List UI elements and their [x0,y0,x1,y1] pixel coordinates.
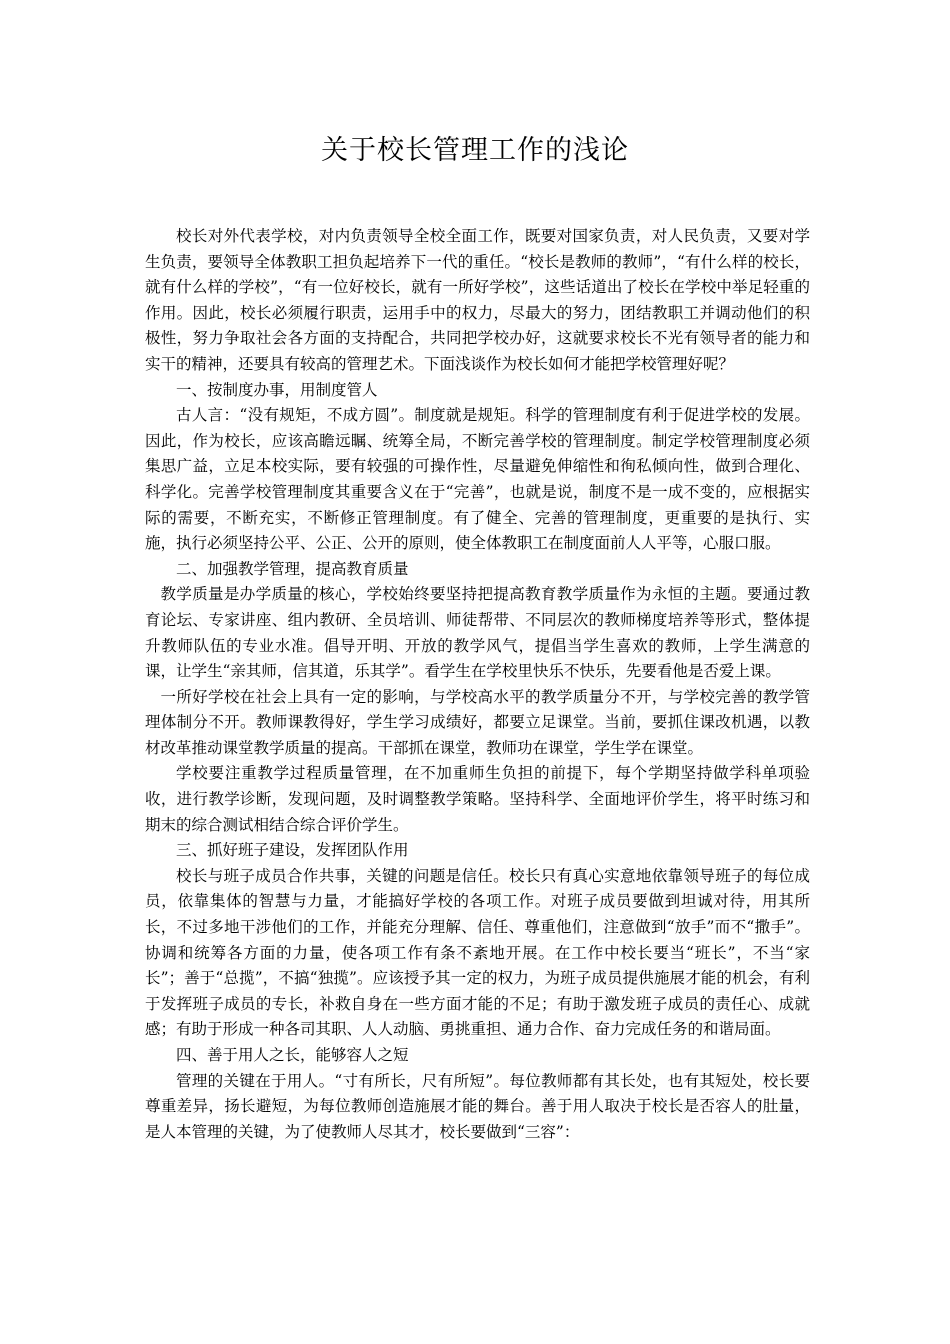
paragraph: 一所好学校在社会上具有一定的影响，与学校高水平的教学质量分不开，与学校完善的教学管理体制分不开。教师课教得好，学生学习成绩好，都要立足课堂。当前，要抓住课改机遇，以教材改革推动课堂教学质量的提高。干部抓在课堂，教师功在课堂，学生学在课堂。 [145,687,810,757]
section-heading-2: 二、加强教学管理，提高教育质量 [176,559,409,578]
paragraph: 古人言：“没有规矩，不成方圆”。制度就是规矩。科学的管理制度有利于促进学校的发展。因此，作为校长，应该高瞻远瞩、统筹全局，不断完善学校的管理制度。制定学校管理制度必须集思广益，立足本校实际，要有较强的可操作性，尽量避免伸缩性和徇私倾向性，做到合理化、科学化。完善学校管理制度其重要含义在于“完善”，也就是说，制度不是一成不变的，应根据实际的需要，不断充实，不断修正管理制度。有了健全、完善的管理制度，更重要的是执行、实施，执行必须坚持公平、公正、公开的原则，使全体教职工在制度面前人人平等，心服口服。 [145,406,810,553]
section-heading-1: 一、按制度办事，用制度管人 [176,380,378,399]
paragraph: 管理的关键在于用人。“寸有所长，尺有所短”。每位教师都有其长处，也有其短处，校长要尊重差异，扬长避短，为每位教师创造施展才能的舞台。善于用人取决于校长是否容人的肚量，是人本管理的关键，为了使教师人尽其才，校长要做到“三容”： [145,1071,810,1141]
document-body [145,224,810,1145]
section-heading-3: 三、抓好班子建设，发挥团队作用 [176,841,409,860]
section-heading-4: 四、善于用人之长，能够容人之短 [176,1046,409,1064]
paragraph: 校长与班子成员合作共事，关键的问题是信任。校长只有真心实意地依靠领导班子的每位成员，依靠集体的智慧与力量，才能搞好学校的各项工作。对班子成员要做到坦诚对待，用其所长，不过多地干涉他们的工作，并能充分理解、信任、尊重他们，注意做到“放手”而不“撒手”。协调和统筹各方面的力量，使各项工作有条不紊地开展。在工作中校长要当“班长”，不当“家长”；善于“总揽”，不搞“独揽”。应该授予其一定的权力，为班子成员提供施展才能的机会，有利于发挥班子成员的专长，补救自身在一些方面才能的不足；有助于激发班子成员的责任心、成就感；有助于形成一种各司其职、人人动脑、勇挑重担、通力合作、奋力完成任务的和谐局面。 [145,866,810,1039]
paragraph: 教学质量是办学质量的核心，学校始终要坚持把提高教育教学质量作为永恒的主题。要通过教育论坛、专家讲座、组内教研、全员培训、师徒帮带、不同层次的教师梯度培养等形式，整体提升教师队伍的专业水准。倡导开明、开放的教学风气，提倡当学生喜欢的教师，上学生满意的课，让学生“亲其师，信其道，乐其学”。看学生在学校里快乐不快乐，先要看他是否爱上课。 [145,585,810,681]
paragraph: 学校要注重教学过程质量管理，在不加重师生负担的前提下，每个学期坚持做学科单项验收，进行教学诊断，发现问题，及时调整教学策略。坚持科学、全面地评价学生，将平时练习和期末的综合测试相结合综合评价学生。 [145,764,810,834]
document-title: 关于校长管理工作的浅论 [321,135,629,166]
paragraph-intro: 校长对外代表学校，对内负责领导全校全面工作，既要对国家负责，对人民负责，又要对学生负责，要领导全体教职工担负起培养下一代的重任。“校长是教师的教师”，“有什么样的校长，就有什么样的学校”，“有一位好校长，就有一所好学校”，这些话道出了校长在学校中举足轻重的作用。因此，校长必须履行职责，运用手中的权力，尽最大的努力，团结教职工并调动他们的积极性，努力争取社会各方面的支持配合，共同把学校办好，这就要求校长不光有领导者的能力和实干的精神，还要具有较高的管理艺术。下面浅谈作为校长如何才能把学校管理好呢？ [145,227,810,373]
